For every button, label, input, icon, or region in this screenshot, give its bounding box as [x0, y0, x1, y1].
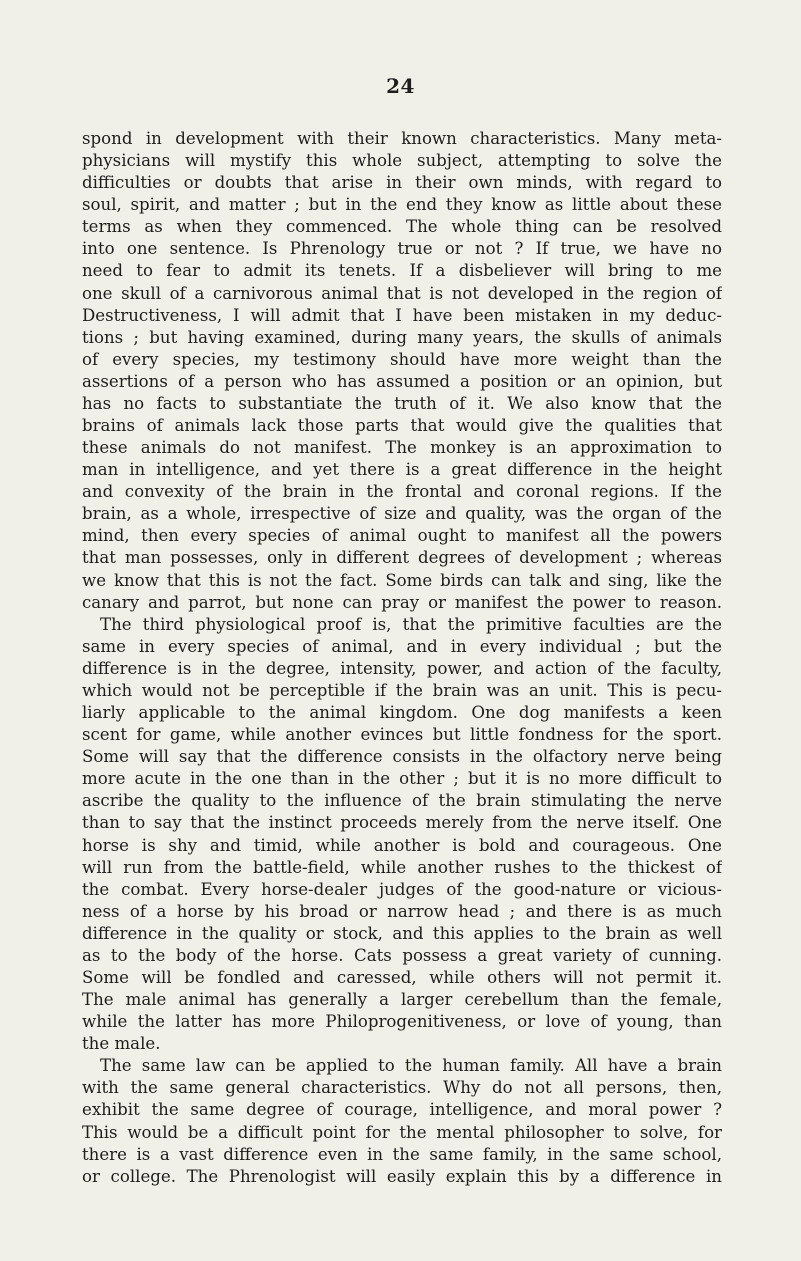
page-number: 24: [386, 74, 415, 98]
text-line: terms as when they commenced. The whole thing can be resolved: [82, 217, 722, 237]
text-line: horse is shy and timid, while another is bold and courageous. One: [82, 835, 722, 855]
text-line: difference in the quality or stock, and this applies to the brain as well: [82, 923, 722, 943]
text-line: with the same general characteristics. Why do not all persons, then,: [82, 1078, 722, 1098]
text-line: assertions of a person who has assumed a position or an opinion, but: [82, 371, 722, 391]
text-line: same in every species of animal, and in every individual ; but the: [82, 636, 722, 656]
text-line: into one sentence. Is Phrenology true or not ? If true, we have no: [82, 239, 722, 259]
text-line: man in intelligence, and yet there is a great difference in the height: [82, 460, 722, 480]
text-line: than to say that the instinct proceeds merely from the nerve itself. One: [82, 813, 722, 833]
text-line: Destructiveness, I will admit that I have been mistaken in my deduc-: [82, 305, 722, 325]
text-line: ness of a horse by his broad or narrow head ; and there is as much: [82, 901, 722, 921]
text-line: has no facts to substantiate the truth of it. We also know that the: [82, 393, 722, 413]
text-line: Some will say that the difference consists in the olfactory nerve being: [82, 747, 722, 767]
text-line: tions ; but having examined, during many years, the skulls of animals: [82, 327, 722, 347]
text-line: The same law can be applied to the human family. All have a brain: [100, 1056, 722, 1076]
text-line: spond in development with their known characteristics. Many meta-: [82, 129, 722, 148]
text-line: which would not be perceptible if the brain was an unit. This is pecu-: [82, 680, 722, 700]
text-line: mind, then every species of animal ought to manifest all the powers: [82, 526, 722, 546]
text-line: brains of animals lack those parts that would give the qualities that: [82, 416, 722, 436]
text-line: one skull of a carnivorous animal that is not developed in the region of: [82, 283, 722, 303]
text-line: of every species, my testimony should have more weight than the: [82, 349, 722, 369]
text-line: Some will be fondled and caressed, while others will not permit it.: [82, 967, 722, 987]
body-text: [82, 128, 722, 1188]
text-line: there is a vast difference even in the same family, in the same school,: [82, 1144, 722, 1164]
text-line: difficulties or doubts that arise in their own minds, with regard to: [82, 173, 722, 193]
text-line: ascribe the quality to the influence of the brain stimulating the nerve: [82, 791, 722, 811]
text-line: The male animal has generally a larger cerebellum than the female,: [82, 990, 722, 1010]
text-line: brain, as a whole, irrespective of size and quality, was the organ of the: [82, 504, 722, 524]
text-line: or college. The Phrenologist will easily explain this by a difference in: [82, 1166, 722, 1186]
text-line: This would be a difficult point for the mental philosopher to solve, for: [82, 1122, 722, 1142]
text-line: The third physiological proof is, that the primitive faculties are the: [100, 614, 722, 634]
text-line: more acute in the one than in the other ; but it is no more difficult to: [82, 769, 722, 789]
text-line: we know that this is not the fact. Some birds can talk and sing, like the: [82, 570, 722, 590]
text-line: and convexity of the brain in the frontal and coronal regions. If the: [82, 482, 722, 502]
text-line: difference is in the degree, intensity, power, and action of the faculty,: [82, 658, 722, 678]
text-line: the male.: [82, 1034, 161, 1054]
text-line: physicians will mystify this whole subject, attempting to solve the: [82, 151, 722, 171]
text-line: canary and parrot, but none can pray or manifest the power to reason.: [82, 592, 722, 612]
text-line: the combat. Every horse-dealer judges of the good-nature or vicious-: [82, 879, 722, 899]
text-line: scent for game, while another evinces but little fondness for the sport.: [82, 725, 722, 745]
text-line: soul, spirit, and matter ; but in the end they know as little about these: [82, 195, 722, 215]
text-line: that man possesses, only in different degrees of development ; whereas: [82, 548, 722, 568]
text-line: while the latter has more Philoprogenitiveness, or love of young, than: [82, 1012, 722, 1032]
text-line: these animals do not manifest. The monkey is an approximation to: [82, 438, 722, 458]
text-line: need to fear to admit its tenets. If a disbeliever will bring to me: [82, 261, 722, 281]
text-line: liarly applicable to the animal kingdom. One dog manifests a keen: [82, 703, 722, 723]
text-line: as to the body of the horse. Cats possess a great variety of cunning.: [82, 945, 722, 965]
text-line: exhibit the same degree of courage, intelligence, and moral power ?: [82, 1100, 722, 1120]
text-line: will run from the battle-field, while another rushes to the thickest of: [82, 857, 722, 877]
